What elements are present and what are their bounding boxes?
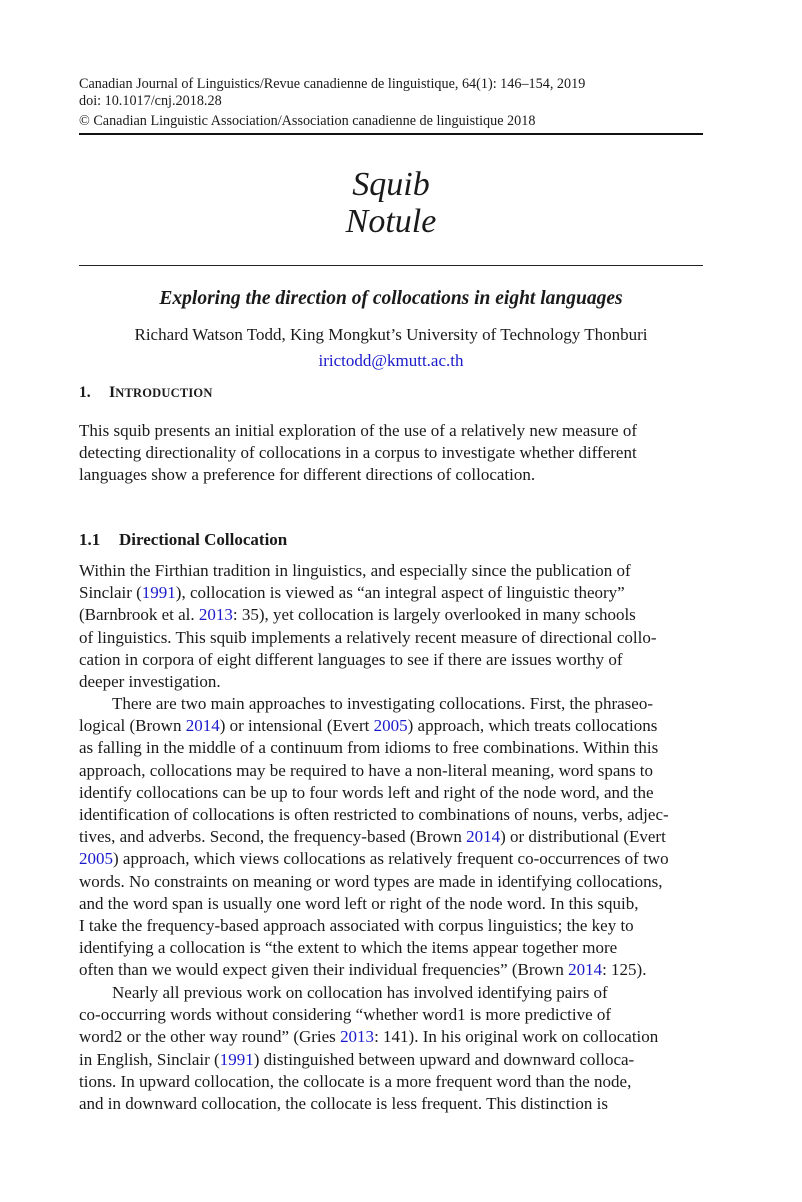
citation-link[interactable]: 1991 xyxy=(141,583,176,603)
citation-link[interactable]: 2005 xyxy=(373,716,408,736)
text-span: often than we would expect given their individual frequencies” (Brown xyxy=(79,960,569,980)
citation-link[interactable]: 2014 xyxy=(466,827,501,847)
subsection-title: Directional Collocation xyxy=(119,530,288,549)
text-line xyxy=(79,604,703,626)
text-span: : 141). In his original work on collocation xyxy=(374,1027,659,1047)
text-span: ) or intensional (Evert xyxy=(219,716,374,736)
text-line xyxy=(79,582,703,604)
text-line xyxy=(79,671,703,693)
text-span: and the word span is usually one word left or right of the node word. In this squib, xyxy=(79,893,639,913)
citation-link[interactable]: 2013 xyxy=(198,605,233,625)
text-span: ) distinguished between upward and downward colloca- xyxy=(253,1049,635,1069)
text-span: approach, collocations may be required to have a non-literal meaning, word spans to xyxy=(79,760,654,780)
text-span: tives, and adverbs. Second, the frequency-based (Brown xyxy=(79,827,467,847)
text-line xyxy=(79,760,703,782)
text-line xyxy=(79,1026,703,1048)
text-span: : 35), yet collocation is largely overlooked in many schools xyxy=(232,605,636,625)
text-line: detecting directionality of collocations in a corpus to investigate whether different xyxy=(79,443,637,462)
text-span: identification of collocations is often restricted to combinations of nouns, verbs, adjec- xyxy=(79,805,669,824)
text-line: languages show a preference for different directions of collocation. xyxy=(79,465,536,484)
text-span: (Barnbrook et al. xyxy=(79,605,199,625)
citation-link[interactable]: 2014 xyxy=(185,716,220,736)
text-line xyxy=(79,804,703,826)
doi: doi: 10.1017/cnj.2018.28 xyxy=(79,93,222,109)
citation-link[interactable]: 1991 xyxy=(219,1049,254,1069)
text-span: identify collocations can be up to four words left and right of the node word, and the xyxy=(79,782,654,802)
section-heading-introduction xyxy=(79,383,213,403)
text-span: and in downward collocation, the collocate is less frequent. This distinction is xyxy=(79,1094,608,1113)
text-line xyxy=(79,871,703,893)
text-line xyxy=(112,982,703,1004)
header-rule xyxy=(79,133,703,135)
citation-link[interactable]: 2005 xyxy=(79,849,113,869)
text-span: of linguistics. This squib implements a relatively recent measure of directional collo- xyxy=(79,627,657,647)
text-span: ) approach, which treats collocations xyxy=(407,716,658,736)
text-span: ) approach, which views collocations as relatively frequent co-occurrences of two xyxy=(113,849,669,869)
text-line xyxy=(79,893,703,915)
text-span: deeper investigation. xyxy=(79,672,221,691)
text-line xyxy=(79,1004,703,1026)
text-line xyxy=(79,848,703,870)
text-line xyxy=(79,649,703,671)
text-line xyxy=(112,693,703,715)
article-type-french: Notule xyxy=(345,203,437,240)
journal-citation: Canadian Journal of Linguistics/Revue canadienne de linguistique, 64(1): 146–154, 2019 xyxy=(79,76,586,92)
section-title-rest: NTRODUCTION xyxy=(115,386,213,400)
text-span: Sinclair ( xyxy=(79,583,142,603)
text-span: Nearly all previous work on collocation has involved identifying pairs of xyxy=(112,983,608,1002)
text-span: identifying a collocation is “the extent to which the items appear together more xyxy=(79,938,618,958)
text-line xyxy=(79,1071,703,1093)
text-line xyxy=(79,715,703,737)
author-email-link[interactable]: irictodd@kmutt.ac.th xyxy=(318,351,464,370)
text-line xyxy=(79,937,703,959)
article-title: Exploring the direction of collocations in eight languages xyxy=(159,288,623,309)
text-span: There are two main approaches to investigating collocations. First, the phraseo- xyxy=(112,694,654,713)
copyright-notice: © Canadian Linguistic Association/Association canadienne de linguistique 2018 xyxy=(79,113,536,129)
text-span: as falling in the middle of a continuum from idioms to free combinations. Within this xyxy=(79,738,659,758)
subsection-heading xyxy=(79,529,287,551)
text-line: This squib presents an initial exploration of the use of a relatively new measure of xyxy=(79,421,638,440)
section-number: 1. xyxy=(79,384,91,401)
text-span: words. No constraints on meaning or word types are made in identifying collocations, xyxy=(79,871,663,891)
text-line xyxy=(79,560,703,582)
text-line xyxy=(79,959,703,981)
article-type-english: Squib xyxy=(352,166,430,203)
text-span: ), collocation is viewed as “an integral aspect of linguistic theory” xyxy=(175,583,625,603)
text-line xyxy=(79,1049,703,1071)
text-line xyxy=(79,1093,703,1115)
text-span: Within the Firthian tradition in linguistics, and especially since the publication of xyxy=(79,561,631,580)
text-line xyxy=(79,915,703,937)
text-span: ) or distributional (Evert xyxy=(500,827,666,847)
author-affiliation: Richard Watson Todd, King Mongkut’s University of Technology Thonburi xyxy=(134,325,648,344)
text-span: : 125). xyxy=(602,960,647,980)
text-span: tions. In upward collocation, the collocate is a more frequent word than the node, xyxy=(79,1071,632,1091)
title-rule xyxy=(79,265,703,266)
section-title-initial: I xyxy=(109,384,116,401)
text-span: I take the frequency-based approach associated with corpus linguistics; the key to xyxy=(79,916,634,935)
text-span: logical (Brown xyxy=(79,716,186,736)
subsection-number: 1.1 xyxy=(79,530,101,549)
text-line xyxy=(79,782,703,804)
text-line xyxy=(79,737,703,759)
text-span: co-occurring words without considering “whether word1 is more predictive of xyxy=(79,1005,612,1025)
text-span: word2 or the other way round” (Gries xyxy=(79,1027,341,1047)
citation-link[interactable]: 2013 xyxy=(340,1027,375,1047)
text-line xyxy=(79,627,703,649)
text-span: in English, Sinclair ( xyxy=(79,1049,220,1069)
text-span: cation in corpora of eight different languages to see if there are issues worthy of xyxy=(79,649,623,669)
citation-link[interactable]: 2014 xyxy=(568,960,603,980)
text-line xyxy=(79,826,703,848)
